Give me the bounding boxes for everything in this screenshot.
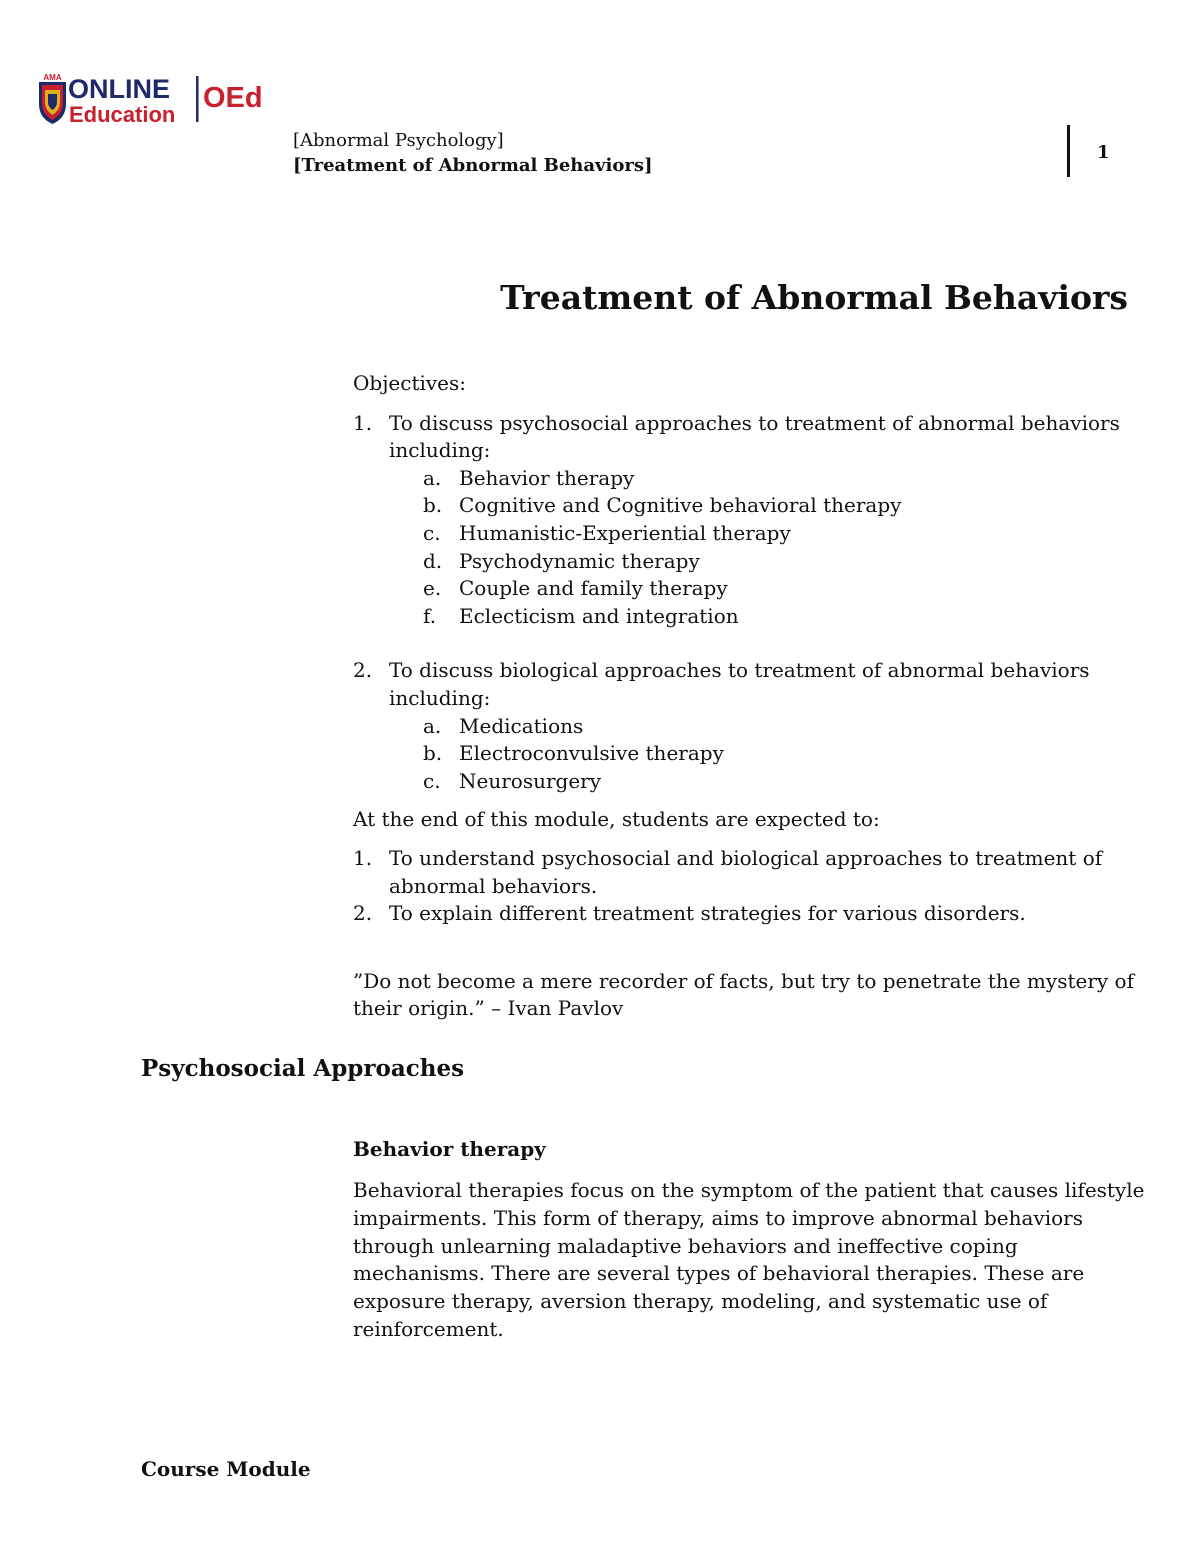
objective-number: 1. <box>353 410 373 435</box>
objectives-list <box>353 410 1153 465</box>
objectives-label: Objectives: <box>353 371 467 395</box>
sub-item-text: Medications <box>459 713 584 738</box>
sub-item <box>423 740 1153 768</box>
running-header <box>293 128 653 178</box>
logo-divider <box>196 76 199 122</box>
behavior-therapy-paragraph: Behavioral therapies focus on the symptom of the patient that causes lifestyle impairments. This form of therapy, aims to improve abnormal behaviors through unlearning maladaptive behaviors and ineffective coping mechanisms. There are several types of behavioral therapies. These are exposure therapy, aversion therapy, modeling, and systematic use of reinforcement. <box>353 1178 1145 1341</box>
section-heading: Psychosocial Approaches <box>141 1055 465 1082</box>
logo <box>36 70 276 130</box>
logo-online-text: ONLINE <box>68 74 171 104</box>
sub-item-text: Humanistic-Experiential therapy <box>459 520 791 545</box>
sub-item-letter: a. <box>423 465 442 490</box>
header-topic: [Treatment of Abnormal Behaviors] <box>293 155 653 176</box>
expectation-number: 2. <box>353 901 373 926</box>
sub-item-text: Couple and family therapy <box>459 576 728 601</box>
sub-item-letter: e. <box>423 576 442 601</box>
sub-item-text: Psychodynamic therapy <box>459 548 700 573</box>
spacer <box>353 795 1153 806</box>
pavlov-quote: ”Do not become a mere recorder of facts, but try to penetrate the mystery of their origin.” – Ivan Pavlov <box>353 968 1134 1021</box>
sub-item-letter: a. <box>423 713 442 738</box>
spacer <box>353 928 1153 968</box>
sub-item <box>423 520 1153 548</box>
sub-item-text: Cognitive and Cognitive behavioral therapy <box>459 493 902 518</box>
expectation-item <box>353 845 1153 900</box>
expectations-label: At the end of this module, students are expected to: <box>353 807 880 832</box>
objectives-section <box>353 370 1153 1023</box>
sub-item <box>423 603 1153 631</box>
sub-item-letter: b. <box>423 493 443 518</box>
objectives-list <box>353 657 1153 712</box>
expectation-item <box>353 900 1153 928</box>
logo-oed-text: OEd <box>203 82 263 114</box>
sub-item-letter: f. <box>423 603 437 628</box>
sub-item-text: Neurosurgery <box>459 768 602 793</box>
sub-item-letter: d. <box>423 548 443 573</box>
header-course: [Abnormal Psychology] <box>293 130 504 151</box>
sub-item <box>423 575 1153 603</box>
logo-graphic <box>36 70 276 130</box>
header-divider <box>1067 125 1070 177</box>
objective-subitems <box>353 713 1153 796</box>
subsection-heading: Behavior therapy <box>353 1137 546 1161</box>
objective-text: To discuss biological approaches to treatment of abnormal behaviors including: <box>389 658 1090 710</box>
sub-item <box>423 492 1153 520</box>
sub-item <box>423 768 1153 796</box>
sub-item <box>423 465 1153 493</box>
footer-course-module: Course Module <box>141 1457 311 1481</box>
page-number: 1 <box>1097 142 1110 163</box>
sub-item-letter: b. <box>423 741 443 766</box>
sub-item <box>423 548 1153 576</box>
svg-text:AMA: AMA <box>43 73 62 82</box>
expectation-text: To understand psychosocial and biological approaches to treatment of abnormal behaviors. <box>389 845 1103 898</box>
sub-item-letter: c. <box>423 520 441 545</box>
expectations-list <box>353 845 1153 928</box>
logo-education-text: Education <box>69 102 176 127</box>
expectation-number: 1. <box>353 845 373 870</box>
crest-icon <box>39 73 66 124</box>
spacer <box>353 834 1153 845</box>
objective-item <box>353 657 1153 712</box>
objective-subitems <box>353 465 1153 631</box>
sub-item-text: Behavior therapy <box>459 465 635 490</box>
objective-text: To discuss psychosocial approaches to treatment of abnormal behaviors including: <box>389 410 1120 463</box>
expectation-text: To explain different treatment strategies for various disorders. <box>389 901 1026 926</box>
spacer <box>353 630 1153 657</box>
document-title: Treatment of Abnormal Behaviors <box>500 278 1128 317</box>
sub-item-text: Eclecticism and integration <box>459 603 739 628</box>
objective-number: 2. <box>353 658 373 683</box>
sub-item-letter: c. <box>423 768 441 793</box>
sub-item <box>423 713 1153 741</box>
sub-item-text: Electroconvulsive therapy <box>459 741 724 766</box>
objective-item <box>353 410 1153 465</box>
